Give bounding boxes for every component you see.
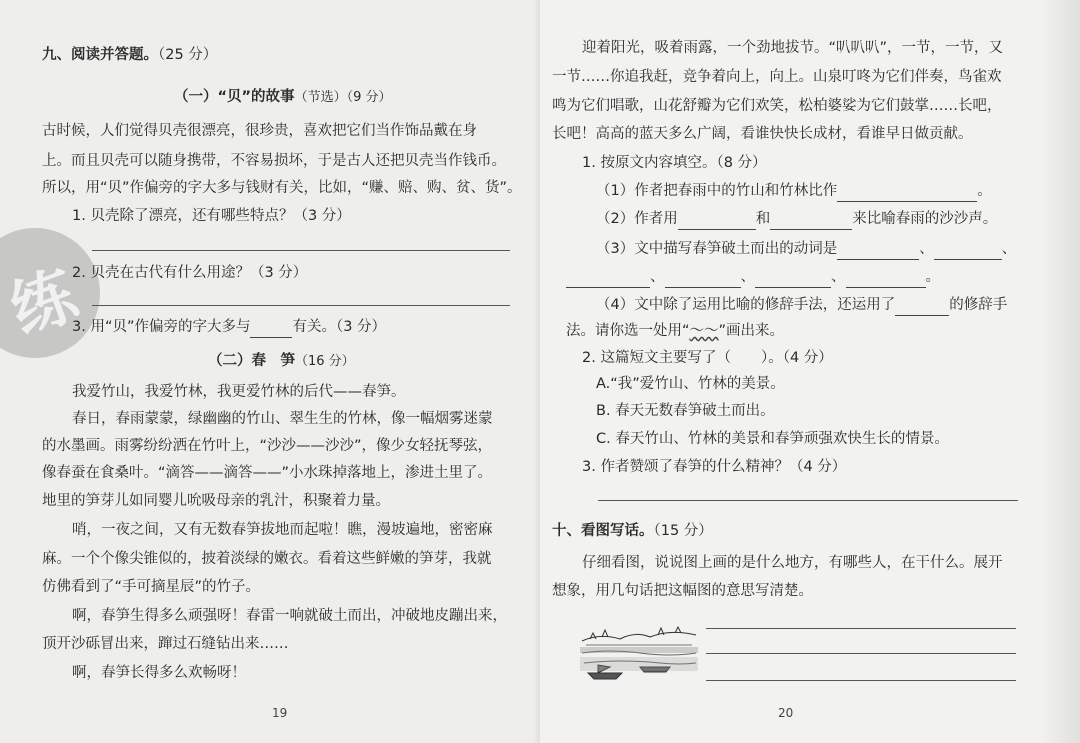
passage2-line-10: 顶开沙砾冒出来，蹿过石缝钻出来…… [42,636,289,652]
option-b: B. 春天无数春笋破土而出。 [596,403,775,419]
section9-heading [42,44,217,66]
rq3: 3. 作者赞颂了春笋的什么精神？（4 分） [582,459,847,475]
rq1-item-1 [596,180,992,202]
passage1-note: （节选） [294,90,347,105]
answer-line-q1[interactable] [92,250,510,251]
passage2-cont-line-4: 长吧！高高的蓝天多么广阔，看谁快快长成材，看谁早日做贡献。 [552,126,973,142]
passage2-line-9: 啊，春笋生得多么顽强呀！春雷一响就破土而出，冲破地皮蹦出来， [72,608,507,624]
writing-line-1[interactable] [706,628,1016,629]
sep-2: 、 [1001,241,1017,257]
answer-line-q2[interactable] [92,305,510,306]
section10-score: （15 分） [653,523,713,539]
question-3-after: 有关。（3 分） [292,319,387,335]
writing-line-3[interactable] [706,680,1016,681]
rq1-heading: 1. 按原文内容填空。（8 分） [582,155,767,171]
question-1: 1. 贝壳除了漂亮，还有哪些特点？（3 分） [72,208,351,224]
rq1-item-4-c: 法。请你选一处用“ [566,323,690,339]
page-number-right: 20 [778,706,794,720]
passage2-cont-line-1: 迎着阳光，吸着雨露，一个劲地拔节。“叭叭叭”，一节，一节，又 [582,40,1004,56]
end-period: 。 [925,269,940,285]
rq1-item-4-a: （4）文中除了运用比喻的修辞手法，还运用了 [596,297,896,313]
passage1-score: （9 分） [346,90,392,105]
section9-title: 九、阅读并答题。 [42,47,158,63]
blank-rq1-3d[interactable] [665,271,741,288]
rq1-item-3-text: （3）文中描写春笋破土而出的动词是 [596,241,838,257]
blank-rq1-3c[interactable] [566,271,650,288]
passage1-line-3: 所以，用“贝”作偏旁的字大多与钱财有关，比如，“赚、赔、购、贫、货”。 [42,180,522,196]
rq1-item-2-c: 来比喻春雨的沙沙声。 [852,211,998,227]
blank-rq1-4[interactable] [895,299,949,316]
section9-score: （25 分） [158,47,218,63]
passage2-line-7: 麻。一个个像尖锥似的，披着淡绿的嫩衣。看着这些鲜嫩的笋芽，我就 [42,551,492,567]
blank-rq1-3f[interactable] [846,271,926,288]
rq1-item-4-d: ”画出来。 [718,323,785,339]
passage2-line-2: 春日，春雨蒙蒙，绿幽幽的竹山、翠生生的竹林，像一幅烟雾迷蒙 [72,411,493,427]
passage1-title: （一）“贝”的故事 [174,89,295,105]
passage2-heading [208,350,355,373]
blank-rq1-2b[interactable] [770,213,852,230]
section10-title: 十、看图写话。 [552,523,654,539]
blank-rq1-3b[interactable] [934,243,1002,260]
rq1-item-4-b: 的修辞手 [949,297,1008,313]
sep-4: 、 [740,269,755,285]
passage2-line-3: 的水墨画。雨雾纷纷洒在竹叶上，“沙沙——沙沙”，像少女轻抚琴弦， [42,438,493,454]
passage2-cont-line-3: 鸣为它们唱歌，山花舒瓣为它们欢笑，松柏婆娑为它们鼓掌……长吧， [552,98,1002,114]
blank-q3[interactable] [250,321,292,338]
rq1-item-3 [596,238,1016,260]
rq1-item-1-end: 。 [977,183,992,199]
rq1-item-2 [596,208,997,230]
passage2-line-8: 仿佛看到了“手可摘星辰”的竹子。 [42,579,261,595]
blank-rq1-3e[interactable] [755,271,831,288]
section10-line-2: 想象，用几句话把这幅图的意思写清楚。 [552,583,813,599]
passage2-cont-line-2: 一节……你追我赶，竞争着向上，向上。山泉叮咚为它们伴奏，鸟雀欢 [552,69,1002,85]
rq2 [582,347,833,369]
question-2: 2. 贝壳在古代有什么用途？（3 分） [72,265,308,281]
rq2-a: 2. 这篇短文主要写了（ [582,350,731,366]
passage2-line-11: 啊，春笋长得多么欢畅呀！ [72,665,246,681]
blank-rq1-1[interactable] [837,185,977,202]
rq1-item-4-cont [566,320,784,342]
passage2-title: （二）春 笋 [208,353,295,369]
wavy-underline-mark: ～～ [689,323,719,339]
illustration-picture [580,623,698,683]
passage1-heading [174,86,391,109]
section10-line-1: 仔细看图，说说图上画的是什么地方，有哪些人，在干什么。展开 [582,555,1003,571]
watermark-stamp-glyph: 练 [1,257,87,350]
passage2-line-4: 像春蚕在食桑叶。“滴答——滴答——”小水珠掉落地上，渗进土里了。 [42,465,493,481]
sep-1: 、 [919,241,934,257]
page-number-left: 19 [272,706,288,720]
section10-heading [552,520,713,542]
rq1-item-3-cont [566,266,940,288]
passage1-line-2: 上。而且贝壳可以随身携带，不容易损坏，于是古人还把贝壳当作钱币。 [42,153,506,169]
passage2-line-5: 地里的笋芽儿如同婴儿吮吸母亲的乳汁，积聚着力量。 [42,493,390,509]
option-a: A.“我”爱竹山、竹林的美景。 [596,376,785,392]
passage1-line-1: 古时候，人们觉得贝壳很漂亮，很珍贵，喜欢把它们当作饰品戴在身 [42,123,477,139]
sep-3: 、 [650,269,665,285]
rq1-item-1-text: （1）作者把春雨中的竹山和竹林比作 [596,183,838,199]
passage2-line-1: 我爱竹山，我爱竹林，我更爱竹林的后代——春笋。 [72,384,406,400]
sep-5: 、 [831,269,846,285]
question-3 [72,316,386,338]
passage2-score: （16 分） [295,354,355,369]
rq1-item-2-b: 和 [755,211,771,227]
question-3-before: 3. 用“贝”作偏旁的字大多与 [72,319,251,335]
writing-line-2[interactable] [706,653,1016,654]
rq2-b: ）。（4 分） [760,350,833,366]
passage2-line-6: 哨，一夜之间，又有无数春笋拔地而起啦！瞧，漫坡遍地，密密麻 [72,522,493,538]
page-edge-shadow [1040,0,1080,743]
blank-rq1-2a[interactable] [678,213,756,230]
rq1-item-4 [596,294,1007,316]
rq1-item-2-a: （2）作者用 [596,211,678,227]
blank-rq1-3a[interactable] [837,243,919,260]
option-c: C. 春天竹山、竹林的美景和春笋顽强欢快生长的情景。 [596,431,949,447]
answer-line-rq3[interactable] [598,500,1018,501]
